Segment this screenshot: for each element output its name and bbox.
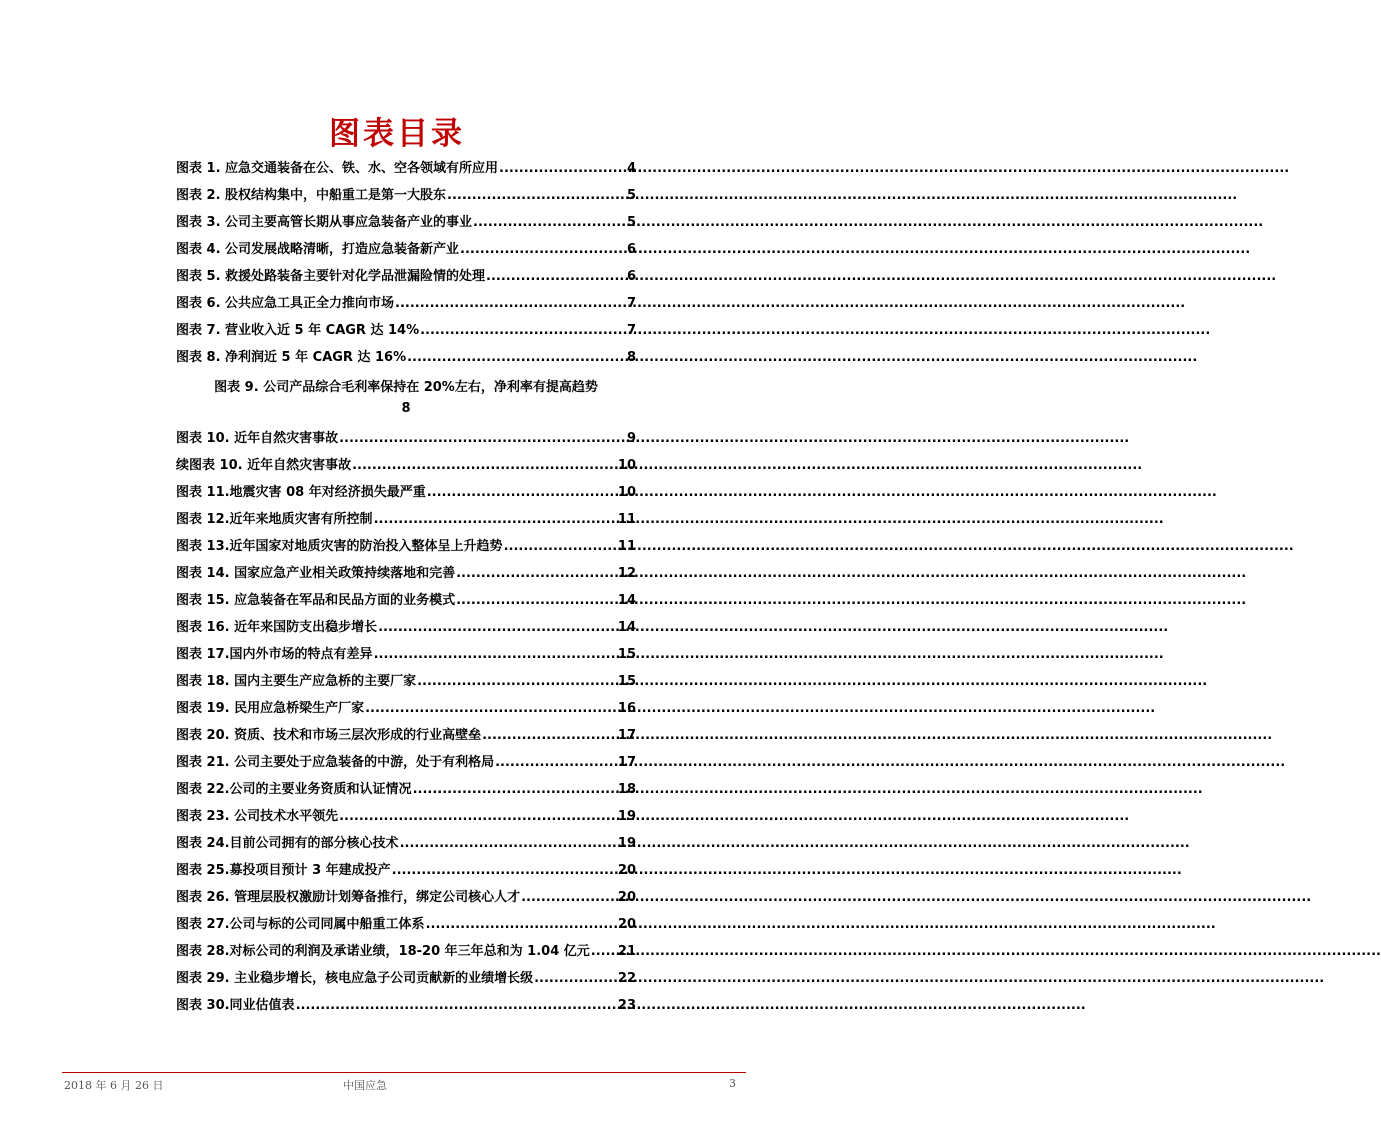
toc-entry-page: 15: [617, 647, 636, 662]
toc-entry-label: 图表 6. 公共应急工具正全力推向市场: [176, 296, 395, 311]
toc-entry-leader: [521, 884, 617, 911]
toc-entry-label: 图表 24.目前公司拥有的部分核心技术: [176, 836, 399, 851]
toc-entry-leader: [486, 263, 626, 290]
toc-entry-leader: [420, 317, 626, 344]
toc-entry-label: 图表 19. 民用应急桥梁生产厂家: [176, 701, 365, 716]
toc-entry-page: 8: [401, 401, 411, 416]
toc-entry-leader: [392, 857, 617, 884]
toc-entry[interactable]: [176, 695, 636, 722]
toc-entry-page: 21: [617, 944, 636, 959]
toc-entry[interactable]: [176, 938, 636, 965]
footer-page-number: 3: [729, 1077, 736, 1090]
toc-entry[interactable]: [176, 209, 636, 236]
toc-entry-leader: [417, 668, 617, 695]
toc-entry-page: 5: [626, 188, 636, 203]
toc-entry-label: 图表 8. 净利润近 5 年 CAGR 达 16%: [176, 350, 407, 365]
toc-entry[interactable]: [176, 965, 636, 992]
toc-entry-label: 图表 10. 近年自然灾害事故: [176, 431, 339, 446]
toc-entry-page: 10: [617, 485, 636, 500]
toc-entry-page: 6: [626, 269, 636, 284]
toc-entry-page: 15: [617, 674, 636, 689]
toc-entry-leader: [365, 695, 617, 722]
toc-entry-page: 10: [617, 458, 636, 473]
toc-entry[interactable]: [176, 992, 636, 1019]
toc-entry-leader: [400, 830, 617, 857]
toc-entry[interactable]: [176, 425, 636, 452]
toc-entry-page: 22: [617, 971, 636, 986]
toc-entry[interactable]: [176, 749, 636, 776]
toc-entry-label: 图表 21. 公司主要处于应急装备的中游，处于有利格局: [176, 755, 495, 770]
toc-entry-leader: [591, 938, 617, 965]
toc-entry-leader: [296, 992, 617, 1019]
toc-entry-label: 图表 17.国内外市场的特点有差异: [176, 647, 373, 662]
toc-entry-label: 图表 7. 营业收入近 5 年 CAGR 达 14%: [176, 323, 420, 338]
toc-entry[interactable]: [176, 614, 636, 641]
toc-entry[interactable]: [176, 533, 636, 560]
toc-entry-page: 20: [617, 890, 636, 905]
toc-entry-leader: [339, 803, 617, 830]
toc-entry[interactable]: [176, 722, 636, 749]
toc-entry-label: 图表 27.公司与标的公司同属中船重工体系: [176, 917, 425, 932]
toc-entry-leader: [456, 560, 617, 587]
toc-entry-page: 20: [617, 863, 636, 878]
toc-entry-label: 图表 15. 应急装备在军品和民品方面的业务模式: [176, 593, 456, 608]
toc-entry-leader: [426, 911, 617, 938]
toc-entry-label: 图表 3. 公司主要高管长期从事应急装备产业的事业: [176, 215, 473, 230]
toc-entry-leader: [460, 236, 626, 263]
toc-entry[interactable]: [176, 857, 636, 884]
toc-entry-label: 图表 25.募投项目预计 3 年建成投产: [176, 863, 391, 878]
toc-entry[interactable]: [176, 506, 636, 533]
toc-entry[interactable]: [176, 263, 636, 290]
toc-entry-leader: [374, 641, 617, 668]
toc-entry-page: 5: [626, 215, 636, 230]
toc-entry-page: 7: [626, 323, 636, 338]
toc-entry-page: 19: [617, 809, 636, 824]
toc-entry-label: 图表 20. 资质、技术和市场三层次形成的行业高壁垒: [176, 728, 482, 743]
toc-entry-label: 图表 11.地震灾害 08 年对经济损失最严重: [176, 485, 426, 500]
toc-entry-leader: [447, 182, 626, 209]
toc-entry[interactable]: [176, 371, 636, 425]
toc-entry-page: 20: [617, 917, 636, 932]
toc-entry-label: 图表 14. 国家应急产业相关政策持续落地和完善: [176, 566, 456, 581]
toc-entry-leader: [378, 614, 617, 641]
toc-entry-page: 14: [617, 593, 636, 608]
toc-entry-label: 图表 4. 公司发展战略清晰，打造应急装备新产业: [176, 242, 460, 257]
toc-entry[interactable]: [176, 236, 636, 263]
toc-entry-label: 图表 23. 公司技术水平领先: [176, 809, 339, 824]
toc-entry-label: 图表 29. 主业稳步增长，核电应急子公司贡献新的业绩增长级: [176, 971, 534, 986]
toc-entry-leader: [413, 776, 617, 803]
toc-entry-leader: [495, 749, 617, 776]
toc-entry-page: 8: [626, 350, 636, 365]
toc-entry-label: 图表 13.近年国家对地质灾害的防治投入整体呈上升趋势: [176, 539, 503, 554]
toc-entry[interactable]: [176, 560, 636, 587]
toc-entry[interactable]: [176, 290, 636, 317]
toc-entry-leader: [339, 425, 626, 452]
toc-entry-page: 17: [617, 728, 636, 743]
toc-entry-page: 4: [626, 161, 636, 176]
toc-entry-page: 23: [617, 998, 636, 1013]
toc-entry[interactable]: [176, 587, 636, 614]
toc-entry-leader: [407, 344, 626, 371]
toc-entry-page: 7: [626, 296, 636, 311]
toc-entry[interactable]: [176, 317, 636, 344]
toc-entry[interactable]: [176, 668, 636, 695]
toc-entry-label: 图表 5. 救援处路装备主要针对化学品泄漏险情的处理: [176, 269, 486, 284]
toc-entry-leader: [352, 452, 617, 479]
toc-entry-label: 图表 18. 国内主要生产应急桥的主要厂家: [176, 674, 417, 689]
toc-entry-leader: [499, 155, 626, 182]
toc-entry-label: 图表 28.对标公司的利润及承诺业绩，18-20 年三年总和为 1.04 亿元: [176, 944, 590, 959]
toc-entry[interactable]: [176, 776, 636, 803]
toc-entry[interactable]: [176, 479, 636, 506]
toc-entry-page: 9: [626, 431, 636, 446]
toc-entry-label: 图表 9. 公司产品综合毛利率保持在 20%左右，净利率有提高趋势: [214, 380, 598, 395]
toc-entry-label: 图表 30.同业估值表: [176, 998, 295, 1013]
toc-entry-page: 6: [626, 242, 636, 257]
toc-entry-leader: [395, 290, 626, 317]
toc-entry[interactable]: [176, 182, 636, 209]
toc-entry-label: 图表 1. 应急交通装备在公、铁、水、空各领域有所应用: [176, 161, 499, 176]
toc-entry-page: 14: [617, 620, 636, 635]
toc-entry[interactable]: [176, 641, 636, 668]
toc-entry-page: 19: [617, 836, 636, 851]
toc-entry-page: 18: [617, 782, 636, 797]
toc-entry[interactable]: [176, 155, 636, 182]
footer-rule: [62, 1072, 746, 1073]
toc-entry[interactable]: [176, 803, 636, 830]
footer-date: 2018 年 6 月 26 日: [64, 1079, 164, 1092]
toc-entry-leader: [427, 479, 617, 506]
toc-entry-page: 16: [617, 701, 636, 716]
toc-entry-page: 12: [617, 566, 636, 581]
table-of-figures: [176, 155, 636, 1019]
toc-entry-leader: [504, 533, 617, 560]
toc-entry-page: 11: [617, 539, 636, 554]
toc-entry-label: 图表 22.公司的主要业务资质和认证情况: [176, 782, 412, 797]
toc-entry-label: 图表 2. 股权结构集中，中船重工是第一大股东: [176, 188, 447, 203]
toc-entry[interactable]: [176, 344, 636, 371]
footer-company: 中国应急: [343, 1079, 387, 1092]
toc-entry-leader: [473, 209, 626, 236]
toc-entry-leader: [456, 587, 617, 614]
toc-entry-leader: [482, 722, 617, 749]
toc-entry-page: 11: [617, 512, 636, 527]
toc-title: 图表目录: [329, 116, 465, 152]
toc-entry-label: 图表 12.近年来地质灾害有所控制: [176, 512, 373, 527]
toc-entry[interactable]: [176, 452, 636, 479]
toc-entry-label: 续图表 10. 近年自然灾害事故: [176, 458, 352, 473]
toc-entry-page: 17: [617, 755, 636, 770]
toc-entry[interactable]: [176, 884, 636, 911]
toc-entry[interactable]: [176, 911, 636, 938]
toc-entry[interactable]: [176, 830, 636, 857]
toc-entry-label: 图表 16. 近年来国防支出稳步增长: [176, 620, 378, 635]
toc-entry-label: 图表 26. 管理层股权激励计划筹备推行，绑定公司核心人才: [176, 890, 521, 905]
toc-entry-leader: [534, 965, 617, 992]
toc-entry-leader: [374, 506, 617, 533]
